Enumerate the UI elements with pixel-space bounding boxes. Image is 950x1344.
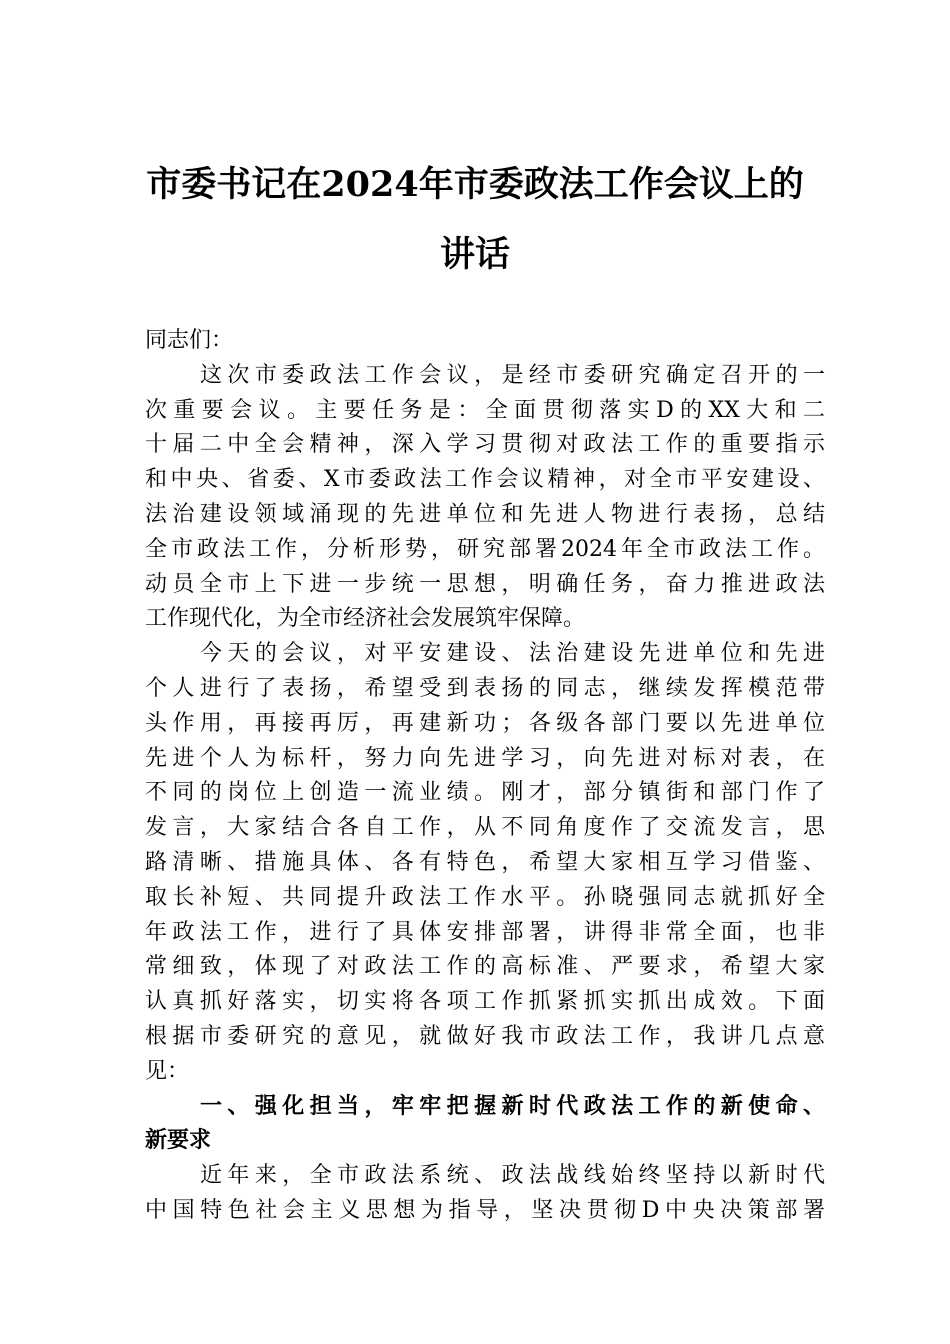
paragraph-line: 十届二中全会精神，深入学习贯彻对政法工作的重要指示 xyxy=(145,432,825,458)
paragraph-line: 根据市委研究的意见，就做好我市政法工作，我讲几点意 xyxy=(145,1023,825,1049)
section-heading-1 xyxy=(145,1090,825,1160)
paragraph-2 xyxy=(145,637,825,1089)
paragraph-line: 次重要会议。主要任务是：全面贯彻落实D的XX大和二 xyxy=(145,397,825,423)
paragraph-line: 发言，大家结合各自工作，从不同角度作了交流发言，思 xyxy=(145,815,825,841)
document-title-line-1: 市委书记在2024年市委政法工作会议上的 xyxy=(146,164,804,205)
paragraph-line: 个人进行了表扬，希望受到表扬的同志，继续发挥模范带 xyxy=(145,675,825,701)
salutation: 同志们： xyxy=(145,328,234,353)
paragraph-3 xyxy=(145,1159,825,1229)
paragraph-line: 近年来，全市政法系统、政法战线始终坚持以新时代 xyxy=(200,1163,825,1189)
document-body xyxy=(145,324,825,1229)
paragraph-line: 头作用，再接再厉，再建新功；各级各部门要以先进单位 xyxy=(145,710,825,736)
heading-line: 一、强化担当，牢牢把握新时代政法工作的新使命、 xyxy=(200,1093,825,1119)
paragraph-line: 不同的岗位上创造一流业绩。刚才，部分镇街和部门作了 xyxy=(145,780,825,806)
paragraph-line: 年政法工作，进行了具体安排部署，讲得非常全面，也非 xyxy=(145,919,825,945)
paragraph-line: 先进个人为标杆，努力向先进学习，向先进对标对表，在 xyxy=(145,745,825,771)
paragraph-1 xyxy=(145,359,825,637)
paragraph-line: 路清晰、措施具体、各有特色，希望大家相互学习借鉴、 xyxy=(145,849,825,875)
heading-line: 新要求 xyxy=(145,1128,212,1154)
paragraph-line: 全市政法工作，分析形势，研究部署2024年全市政法工作。 xyxy=(145,536,825,562)
paragraph-line: 常细致，体现了对政法工作的高标准、严要求，希望大家 xyxy=(145,954,825,980)
paragraph-line: 见： xyxy=(145,1058,190,1084)
paragraph-line: 取长补短、共同提升政法工作水平。孙晓强同志就抓好全 xyxy=(145,884,825,910)
paragraph-line: 认真抓好落实，切实将各项工作抓紧抓实抓出成效。下面 xyxy=(145,989,825,1015)
paragraph-line: 这次市委政法工作会议，是经市委研究确定召开的一 xyxy=(200,362,825,388)
paragraph-line: 动员全市上下进一步统一思想，明确任务，奋力推进政法 xyxy=(145,571,825,597)
document-title-line-2: 讲话 xyxy=(439,234,510,275)
paragraph-line: 工作现代化，为全市经济社会发展筑牢保障。 xyxy=(145,606,586,632)
paragraph-line: 法治建设领域涌现的先进单位和先进人物进行表扬，总结 xyxy=(145,501,825,527)
paragraph-line: 和中央、省委、X市委政法工作会议精神，对全市平安建设、 xyxy=(145,467,825,493)
paragraph-line: 今天的会议，对平安建设、法治建设先进单位和先进 xyxy=(200,641,825,667)
paragraph-line: 中国特色社会主义思想为指导，坚决贯彻D中央决策部署 xyxy=(145,1197,825,1223)
